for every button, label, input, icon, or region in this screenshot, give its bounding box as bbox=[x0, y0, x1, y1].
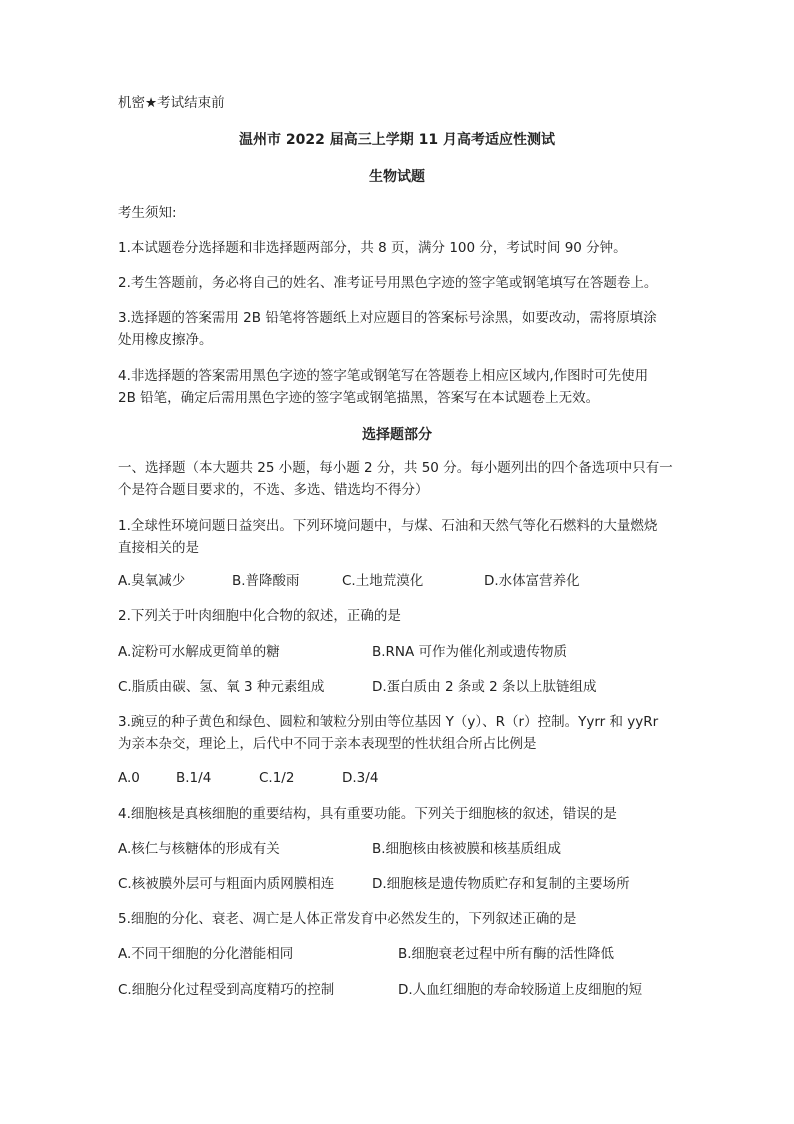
exam-title: 温州市 2022 届高三上学期 11 月高考适应性测试 bbox=[239, 132, 555, 148]
notice-item-2: 2.考生答题前，务必将自己的姓名、准考证号用黑色字迹的签字笔或钢笔填写在答题卷上。 bbox=[118, 275, 658, 291]
q2-option-d: D.蛋白质由 2 条或 2 条以上肽链组成 bbox=[372, 679, 597, 695]
q2-option-a: A.淀粉可水解成更简单的糖 bbox=[118, 644, 280, 660]
notice-item-1: 1.本试题卷分选择题和非选择题两部分，共 8 页，满分 100 分，考试时间 90 分钟。 bbox=[118, 240, 627, 256]
q4-stem: 4.细胞核是真核细胞的重要结构，具有重要功能。下列关于细胞核的叙述，错误的是 bbox=[118, 806, 617, 822]
q3-option-b: B.1/4 bbox=[176, 770, 212, 786]
q5-stem: 5.细胞的分化、衰老、凋亡是人体正常发育中必然发生的，下列叙述正确的是 bbox=[118, 911, 577, 927]
q4-option-a: A.核仁与核糖体的形成有关 bbox=[118, 841, 280, 857]
q5-option-a: A.不同干细胞的分化潜能相同 bbox=[118, 946, 294, 962]
notice-item-3-line-2: 处用橡皮擦净。 bbox=[118, 332, 213, 348]
confidential-label: 机密★考试结束前 bbox=[118, 95, 225, 111]
notice-heading: 考生须知: bbox=[118, 205, 177, 221]
section-intro-line-2: 个是符合题目要求的，不选、多选、错选均不得分） bbox=[118, 482, 429, 498]
subject-title: 生物试题 bbox=[369, 169, 425, 185]
q1-option-a: A.臭氧减少 bbox=[118, 573, 186, 589]
notice-item-3-line-1: 3.选择题的答案需用 2B 铅笔将答题纸上对应题目的答案标号涂黑，如要改动，需将原填涂 bbox=[118, 310, 657, 326]
q2-stem: 2.下列关于叶肉细胞中化合物的叙述，正确的是 bbox=[118, 608, 401, 624]
q4-option-c: C.核被膜外层可与粗面内质网膜相连 bbox=[118, 876, 335, 892]
q1-option-c: C.土地荒漠化 bbox=[342, 573, 424, 589]
q2-option-c: C.脂质由碳、氢、氧 3 种元素组成 bbox=[118, 679, 325, 695]
q1-stem-line-2: 直接相关的是 bbox=[118, 540, 199, 556]
q5-option-c: C.细胞分化过程受到高度精巧的控制 bbox=[118, 982, 335, 998]
q3-option-d: D.3/4 bbox=[342, 770, 379, 786]
q3-stem-line-2: 为亲本杂交，理论上，后代中不同于亲本表现型的性状组合所占比例是 bbox=[118, 736, 537, 752]
q5-option-d: D.人血红细胞的寿命较肠道上皮细胞的短 bbox=[398, 982, 643, 998]
q2-option-b: B.RNA 可作为催化剂或遗传物质 bbox=[372, 644, 568, 660]
section-intro-line-1: 一、选择题（本大题共 25 小题，每小题 2 分，共 50 分。每小题列出的四个备选项中只有一 bbox=[118, 460, 673, 476]
q5-option-b: B.细胞衰老过程中所有酶的活性降低 bbox=[398, 946, 615, 962]
q4-option-d: D.细胞核是遗传物质贮存和复制的主要场所 bbox=[372, 876, 630, 892]
q1-option-d: D.水体富营养化 bbox=[484, 573, 580, 589]
q1-stem-line-1: 1.全球性环境问题日益突出。下列环境问题中，与煤、石油和天然气等化石燃料的大量燃烧 bbox=[118, 518, 658, 534]
q4-option-b: B.细胞核由核被膜和核基质组成 bbox=[372, 841, 562, 857]
notice-item-4-line-2: 2B 铅笔，确定后需用黑色字迹的签字笔或钢笔描黑，答案写在本试题卷上无效。 bbox=[118, 390, 600, 406]
notice-item-4-line-1: 4.非选择题的答案需用黑色字迹的签字笔或钢笔写在答题卷上相应区域内,作图时可先使用 bbox=[118, 368, 649, 384]
q1-option-b: B.普降酸雨 bbox=[232, 573, 300, 589]
q3-stem-line-1: 3.豌豆的种子黄色和绿色、圆粒和皱粒分别由等位基因 Y（y）、R（r）控制。Yyrr 和 yyRr bbox=[118, 714, 659, 730]
q3-option-c: C.1/2 bbox=[259, 770, 295, 786]
section-title: 选择题部分 bbox=[362, 427, 432, 443]
q3-option-a: A.0 bbox=[118, 770, 140, 786]
